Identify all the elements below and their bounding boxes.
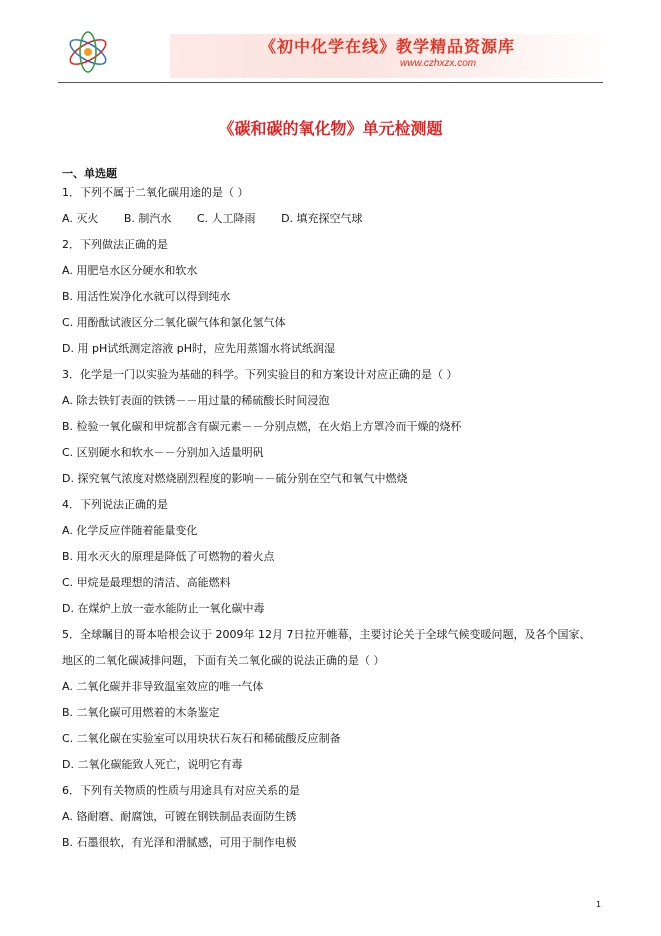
option: A. 化学反应伴随着能量变化 xyxy=(62,524,198,537)
header-divider xyxy=(58,82,603,83)
option: A. 用肥皂水区分硬水和软水 xyxy=(62,264,198,277)
option: C. 区别硬水和软水－－分别加入适量明矾 xyxy=(62,446,264,459)
option: C. 甲烷是最理想的清洁、高能燃料 xyxy=(62,576,231,589)
option: C. 二氧化碳在实验室可以用块状石灰石和稀硫酸反应制备 xyxy=(62,732,341,745)
option: B. 石墨很软，有光泽和滑腻感，可用于制作电极 xyxy=(62,836,297,849)
option: A. 二氧化碳并非导致温室效应的唯一气体 xyxy=(62,680,264,693)
page-title: 《碳和碳的氧化物》单元检测题 xyxy=(218,119,443,138)
banner-title: 《初中化学在线》教学精品资源库 xyxy=(260,37,516,56)
section-heading: 一、单选题 xyxy=(62,167,117,180)
option: D. 用 pH试纸测定溶液 pH时，应先用蒸馏水将试纸润湿 xyxy=(62,342,335,355)
option: D. 二氧化碳能致人死亡，说明它有毒 xyxy=(62,758,243,771)
option: B. 二氧化碳可用燃着的木条鉴定 xyxy=(62,706,220,719)
option: B. 制汽水 xyxy=(123,212,172,225)
question-stem: 1．下列不属于二氧化碳用途的是（ ） xyxy=(62,186,249,199)
option: D. 探究氧气浓度对燃烧剧烈程度的影响－－硫分别在空气和氧气中燃烧 xyxy=(62,472,408,485)
option: B. 检验一氧化碳和甲烷都含有碳元素－－分别点燃，在火焰上方罩冷而干燥的烧杯 xyxy=(62,420,462,433)
option: B. 用活性炭净化水就可以得到纯水 xyxy=(62,290,231,303)
option: B. 用水灭火的原理是降低了可燃物的着火点 xyxy=(62,550,275,563)
banner-url: www.czhxzx.com xyxy=(400,58,477,69)
atom-logo-icon xyxy=(66,30,110,74)
page-number: 1 xyxy=(596,900,602,909)
option: A. 除去铁钉表面的铁锈－－用过量的稀硫酸长时间浸泡 xyxy=(62,394,330,407)
question-stem: 5．全球瞩目的哥本哈根会议于 2009年 12月 7日拉开帷幕，主要讨论关于全球气候变暖问题，及各个国家、 xyxy=(62,628,591,641)
option: A. 灭火 xyxy=(62,212,99,225)
header-banner xyxy=(60,28,600,82)
option: C. 人工降雨 xyxy=(196,212,256,225)
option: A. 铬耐磨、耐腐蚀，可镀在钢铁制品表面防生锈 xyxy=(62,810,297,823)
question-stem: 6．下列有关物质的性质与用途具有对应关系的是 xyxy=(62,784,300,797)
question-stem: 2．下列做法正确的是 xyxy=(62,238,168,251)
question-stem-continued: 地区的二氧化碳减排问题，下面有关二氧化碳的说法正确的是（ ） xyxy=(62,654,385,667)
option-row xyxy=(62,212,385,226)
option: D. 填充探空气球 xyxy=(281,212,363,225)
option: D. 在煤炉上放一壶水能防止一氧化碳中毒 xyxy=(62,602,265,615)
option: C. 用酚酞试液区分二氧化碳气体和氯化氢气体 xyxy=(62,316,286,329)
question-stem: 3．化学是一门以实验为基础的科学。下列实验目的和方案设计对应正确的是（ ） xyxy=(62,368,458,381)
question-stem: 4．下列说法正确的是 xyxy=(62,498,168,511)
